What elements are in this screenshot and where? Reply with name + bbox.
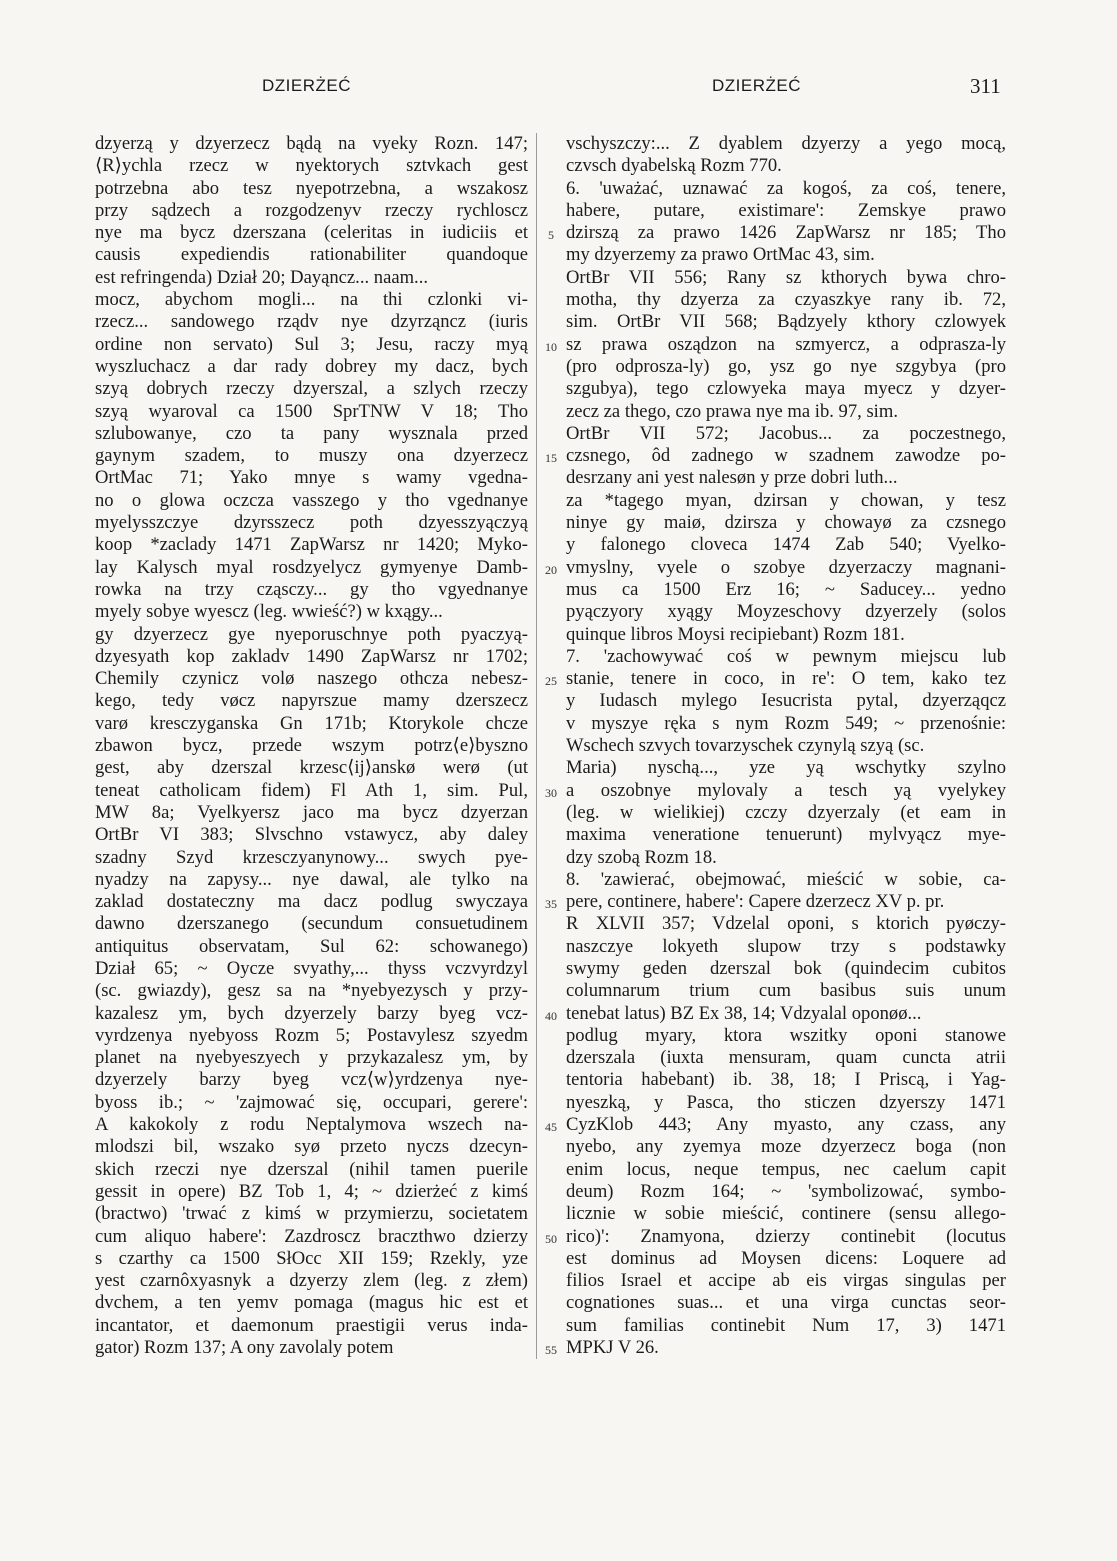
text-line: dawno dzerszanego (secundum consuetudinem <box>95 913 528 935</box>
text-line: gator) Rozm 137; A ony zavolaly potem <box>95 1337 394 1359</box>
text-line: vmyslny, vyele o szobye dzyerzaczy magnani- <box>566 556 1006 578</box>
text-line: zaklad dostateczny ma dacz podlug swyczaya <box>95 891 528 913</box>
text-line: podlug myary, ktora wszitky oponi stanowe <box>566 1024 1006 1046</box>
text-line: habere, putare, existimare': Zemskye prawo <box>566 199 1006 221</box>
text-line: teneat catholicam fidem) Fl Ath 1, sim. Pul, <box>95 779 528 801</box>
text-line: szadny Szyd krzesczyanynowy... swych pye- <box>95 846 528 868</box>
text-line: (leg. w wielikiej) czczy dzyerzaly (et eam in <box>566 801 1006 823</box>
line-number: 55 <box>545 1343 557 1358</box>
text-line: skich rzeczi nye dzerszal (nihil tamen puerile <box>95 1158 528 1180</box>
text-line: rowka na trzy cząsczy... gy tho vgyednanye <box>95 578 528 600</box>
text-line: mocz, abychom mogli... na thi czlonki vi- <box>95 289 528 311</box>
text-line: byoss ib.; ~ 'zajmować się, occupari, gerere': <box>95 1091 528 1113</box>
text-line: filios Israel et accipe ab eis virgas singulas per <box>566 1270 1006 1292</box>
text-line: vyrdzenya nyebyoss Rozm 5; Postavylesz szyedm <box>95 1024 528 1046</box>
text-line: licznie w sobie mieścić, continere (sensu allego- <box>566 1203 1006 1225</box>
text-line: dzyesyath kop zakladv 1490 ZapWarsz nr 1702; <box>95 645 528 667</box>
text-line: gessit in opere) BZ Tob 1, 4; ~ dzierżeć z kimś <box>95 1180 528 1202</box>
text-line: nye ma bycz dzerszana (celeritas in iudiciis et <box>95 222 528 244</box>
text-line: (bractwo) 'trwać z kimś w przymierzu, societatem <box>95 1203 528 1225</box>
text-line: tentoria habebant) ib. 38, 18; I Priscą, i Yag- <box>566 1069 1006 1091</box>
line-number: 45 <box>545 1120 557 1135</box>
text-line: cum aliquo habere': Zazdroscz braczthwo dzierzy <box>95 1225 528 1247</box>
text-line: szlubowanye, czo ta pany wysznala przed <box>95 422 528 444</box>
text-line: pyączyory xyągy Moyzeschovy dzyerzely (solos <box>566 601 1006 623</box>
text-line: columnarum trium cum basibus suis unum <box>566 980 1006 1002</box>
text-line: Chemily czynicz volø naszego othcza nebesz- <box>95 668 528 690</box>
line-number: 10 <box>545 339 557 354</box>
text-line: szyą dobrych rzeczy dzyerszal, a szlych rzeczy <box>95 378 528 400</box>
text-line: myelysszczye dzyrsszecz poth dzyesszyączyą <box>95 512 528 534</box>
text-line: dzirszą za prawo 1426 ZapWarsz nr 185; Tho <box>566 222 1006 244</box>
text-line: causis expediendis rationabiliter quandoque <box>95 244 528 266</box>
line-number: 5 <box>548 228 554 243</box>
text-line: s czarthy ca 1500 SłOcc XII 159; Rzekly, yze <box>95 1247 528 1269</box>
text-line: dzerszala (iuxta mensuram, quam cuncta atrii <box>566 1047 1006 1069</box>
left-column <box>95 133 528 1359</box>
text-line: sim. OrtBr VII 568; Bądzyely kthory czlowyek <box>566 311 1006 333</box>
text-line: motha, thy dzyerza za czyaszkye rany ib. 72, <box>566 289 1006 311</box>
text-line: pere, continere, habere': Capere dzerzecz XV p. pr. <box>566 891 945 913</box>
text-line: Maria) nyschą..., yze yą wschytky szylno <box>566 757 1006 779</box>
text-line: nyebo, any zyemya moze dzyerzecz boga (non <box>566 1136 1006 1158</box>
text-line: szyą wyaroval ca 1500 SprTNW V 18; Tho <box>95 400 528 422</box>
text-line: yest czarnôxyasnyk a dzyerzy zlem (leg. z złem) <box>95 1270 528 1292</box>
text-line: cognationes suas... et una virga cunctas seor- <box>566 1292 1006 1314</box>
text-line: (sc. gwiazdy), gesz sa na *nyebyezysch y przy- <box>95 980 528 1002</box>
text-line: Dział 65; ~ Oycze svyathy,... thyss vczvyrdzyl <box>95 957 528 979</box>
text-line: y falonego cloveca 1474 Zab 540; Vyelko- <box>566 534 1006 556</box>
line-number: 15 <box>545 451 557 466</box>
line-number: 35 <box>545 897 557 912</box>
text-line: 7. 'zachowywać coś w pewnym miejscu lub <box>566 645 1006 667</box>
text-line: deum) Rozm 164; ~ 'symbolizować, symbo- <box>566 1180 1006 1202</box>
text-line: kazalesz ym, bych dzyerzely barzy byeg vcz- <box>95 1002 528 1024</box>
text-line: 8. 'zawierać, obejmować, mieścić w sobie, ca- <box>566 868 1006 890</box>
running-head-left: DZIERŻEĆ <box>262 76 351 95</box>
line-number: 50 <box>545 1231 557 1246</box>
text-line: swymy geden dzerszal bok (quindecim cubitos <box>566 957 1006 979</box>
line-number: 25 <box>545 674 557 689</box>
text-line: varø kresczyganska Gn 171b; Ktorykole chcze <box>95 712 528 734</box>
text-line: nyadzy na zapysy... nye dawal, ale tylko na <box>95 868 528 890</box>
text-line: nyeszką, y Pasca, tho sticzen dzyerszy 1471 <box>566 1091 1006 1113</box>
text-line: vschyszczy:... Z dyablem dzyerzy a yego mocą, <box>566 133 1006 154</box>
line-number: 40 <box>545 1008 557 1023</box>
text-line: zecz za thego, czo prawa nye ma ib. 97, sim. <box>566 400 898 422</box>
text-line: CyzKlob 443; Any myasto, any czass, any <box>566 1114 1006 1136</box>
text-line: sum familias continebit Num 17, 3) 1471 <box>566 1314 1006 1336</box>
text-line: rico)': Znamyona, dzierzy continebit (locutus <box>566 1225 1006 1247</box>
text-line: mlodszi bil, wszako syø przeto nyczs dzecyn- <box>95 1136 528 1158</box>
text-line: OrtBr VII 572; Jacobus... za poczestnego, <box>566 422 1006 444</box>
text-line: lay Kalysch myal rosdzyelycz gymyenye Damb- <box>95 556 528 578</box>
text-line: y Iudasch mylego Iesucrista pytal, dzyerząqcz <box>566 690 1006 712</box>
text-line: desrzany ani yest nalesøn y prze dobri luth... <box>566 467 898 489</box>
text-line: ninye gy maiø, dzirsza y chowayø za czsnego <box>566 512 1006 534</box>
text-line: tenebat latus) BZ Ex 38, 14; Vdzyalal oponøø... <box>566 1002 922 1024</box>
text-line: gest, aby dzerszal krzesc⟨ij⟩anskø werø (ut <box>95 757 528 779</box>
text-line: wyszluchacz a dar rady dobrey my dacz, bych <box>95 355 528 377</box>
text-line: OrtBr VII 556; Rany sz kthorych bywa chro- <box>566 266 1006 288</box>
text-line: przy sądzech a rozgodzenyv rzeczy rychloscz <box>95 199 528 221</box>
text-line: dvchem, a ten yemv pomaga (magus hic est et <box>95 1292 528 1314</box>
text-line: gaynym szadem, to muszy ona dzyerzecz <box>95 445 528 467</box>
text-line: ordine non servato) Sul 3; Jesu, raczy myą <box>95 333 528 355</box>
text-line: (pro odprosza-ly) go, ysz go nye szgybya (pro <box>566 355 1006 377</box>
text-line: szgubya), tego czlowyeka maya myecz y dzyer- <box>566 378 1006 400</box>
text-line: stanie, tenere in coco, in re': O tem, kako tez <box>566 668 1006 690</box>
text-line: MW 8a; Vyelkyersz jaco ma bycz dzyerzan <box>95 801 528 823</box>
text-line: za *tagego myan, dzirsan y chowan, y tesz <box>566 489 1006 511</box>
text-line: maxima veneratione tenuerunt) mylvyącz mye- <box>566 824 1006 846</box>
text-line: quinque libros Moysi recipiebant) Rozm 181. <box>566 623 905 645</box>
text-line: mus ca 1500 Erz 16; ~ Saducey... yedno <box>566 578 1006 600</box>
text-line: gy dzyerzecz gye nyeporuschnye poth pyaczyą- <box>95 623 528 645</box>
text-line: ⟨R⟩ychla rzecz w nyektorych sztvkach gest <box>95 155 528 177</box>
text-line: planet na nyebyeszyech y przykazalesz ym, by <box>95 1047 528 1069</box>
text-line: naszczye lokyeth slupow trzy s podstawky <box>566 935 1006 957</box>
text-line: no o glowa oczcza vasszego y tho vgednanye <box>95 489 528 511</box>
text-line: dzyerzely barzy byeg vcz⟨w⟩yrdzenya nye- <box>95 1069 528 1091</box>
text-line: OrtBr VI 383; Slvschno vstawycz, aby daley <box>95 824 528 846</box>
text-line: zbawon bycz, przede wszym potrz⟨e⟩byszno <box>95 735 528 757</box>
text-line: potrzebna abo tesz nyepotrzebna, a wszakosz <box>95 177 528 199</box>
text-line: rzecz... sandowego rządv nye dzyrząncz (iuris <box>95 311 528 333</box>
text-line: est refringenda) Dział 20; Dayąncz... naam... <box>95 266 428 288</box>
text-line: my dzyerzemy za prawo OrtMac 43, sim. <box>566 244 875 266</box>
text-line: v myszye ręka s nym Rozm 549; ~ przenośnie: <box>566 712 1006 734</box>
running-head-right: DZIERŻEĆ <box>712 76 801 95</box>
right-column <box>566 133 1006 1359</box>
text-line: czsnego, ôd zadnego w szadnem zawodze po- <box>566 445 1006 467</box>
text-line: OrtMac 71; Yako mnye s wamy vgedna- <box>95 467 528 489</box>
text-line: A kakokoly z rodu Neptalymova wszech na- <box>95 1114 528 1136</box>
line-number: 20 <box>545 562 557 577</box>
text-line: sz prawa osządzon na szmyercz, a odprasza-ly <box>566 333 1006 355</box>
text-line: 6. 'uważać, uznawać za kogoś, za coś, tenere, <box>566 177 1006 199</box>
page-number: 311 <box>970 74 1001 98</box>
text-line: enim locus, neque tempus, nec caelum capit <box>566 1158 1006 1180</box>
text-line: dzyerzą y dzyerzecz bądą na vyeky Rozn. 147; <box>95 133 528 154</box>
text-line: czvsch dyabelską Rozm 770. <box>566 155 782 177</box>
text-line: R XLVII 357; Vdzelal oponi, s ktorich pyøczy- <box>566 913 1006 935</box>
text-line: koop *zaclady 1471 ZapWarsz nr 1420; Myko- <box>95 534 528 556</box>
text-line: Wschech szvych tovarzyschek czynylą szyą (sc. <box>566 735 925 757</box>
text-line: a oszobnye mylovaly a tesch yą vyelykey <box>566 779 1006 801</box>
text-line: kego, tedy vøcz napyrszue mamy dzerszecz <box>95 690 528 712</box>
text-line: myely sobye wyescz (leg. wwieść?) w kxągy... <box>95 601 443 623</box>
text-line: MPKJ V 26. <box>566 1337 659 1359</box>
text-line: antiquitus observatam, Sul 62: schowanego) <box>95 935 528 957</box>
text-line: dzy szobą Rozm 18. <box>566 846 717 868</box>
text-line: est dominus ad Moysen dicens: Loquere ad <box>566 1247 1006 1269</box>
line-number: 30 <box>545 785 557 800</box>
text-line: incantator, et daemonum praestigii verus inda- <box>95 1314 528 1336</box>
column-divider <box>536 133 537 1359</box>
